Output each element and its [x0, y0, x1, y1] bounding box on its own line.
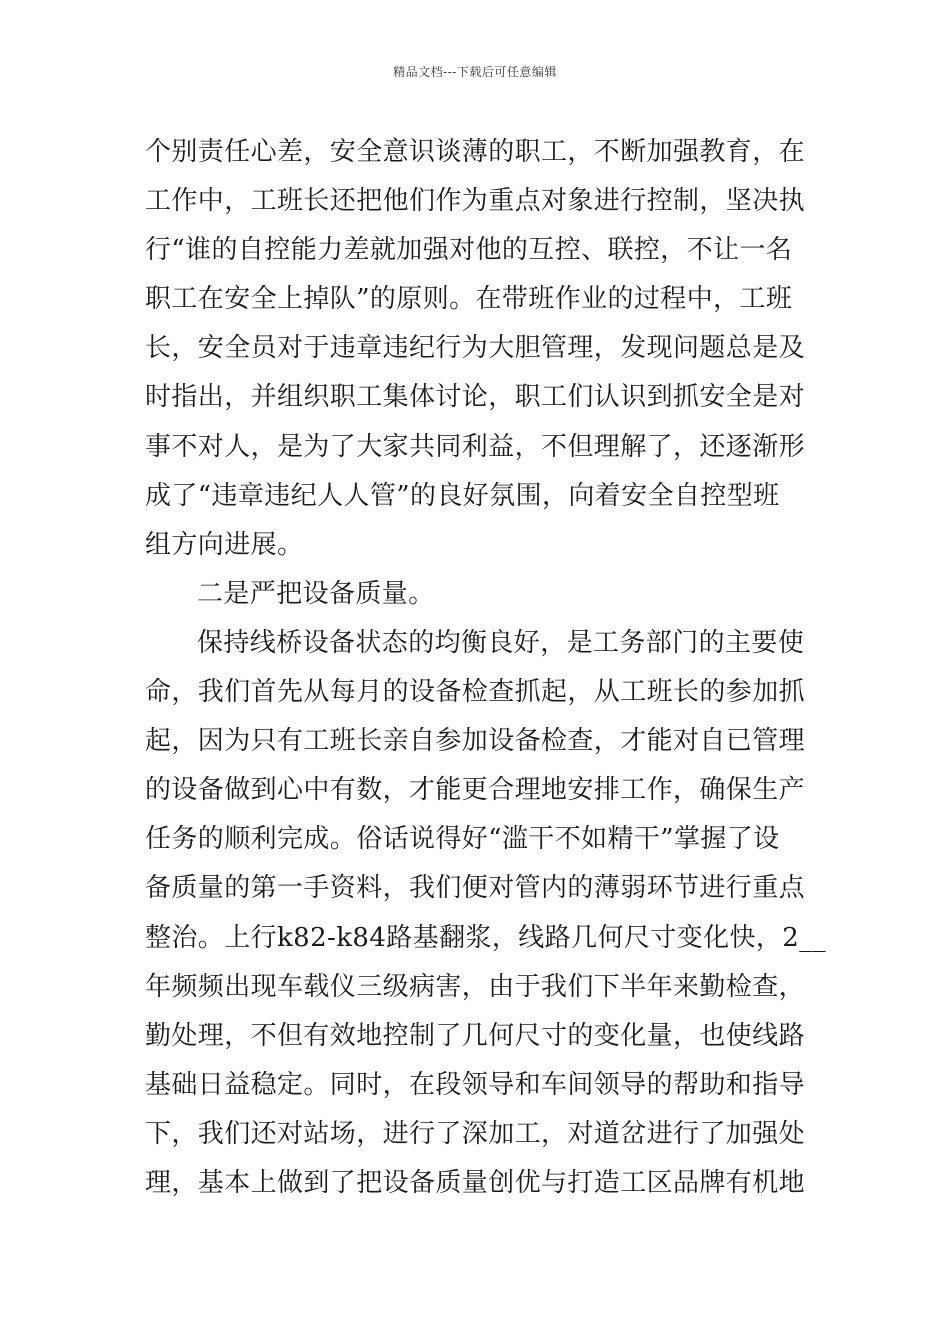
- text-line: 整治。上行k82-k84路基翻浆，线路几何尺寸变化快，2__: [145, 922, 827, 953]
- text-line: 工作中，工班长还把他们作为重点对象进行控制，坚决执: [145, 186, 806, 217]
- text-line: 长，安全员对于违章违纪行为大胆管理，发现问题总是及: [145, 333, 806, 364]
- text-line: 职工在安全上掉队”的原则。在带班作业的过程中，工班: [145, 284, 793, 315]
- text-line: 备质量的第一手资料，我们便对管内的薄弱环节进行重点: [145, 873, 806, 904]
- page-header: 精品文档---下载后可任意编辑: [393, 65, 557, 79]
- text-line: 个别责任心差，安全意识谈薄的职工，不断加强教育，在: [145, 137, 806, 167]
- text-line: 事不对人，是为了大家共同利益，不但理解了，还逐渐形: [145, 431, 806, 462]
- text-line: 成了“违章违纪人人管”的良好氛围，向着安全自控型班: [145, 480, 780, 511]
- text-line: 行“谁的自控能力差就加强对他的互控、联控，不让一名: [145, 235, 793, 266]
- text-line: 任务的顺利完成。俗话说得好“滥干不如精干”掌握了设: [145, 824, 780, 855]
- text-line: 勤处理，不但有效地控制了几何尺寸的变化量，也使线路: [145, 1020, 806, 1051]
- document-body: [145, 128, 827, 1208]
- text-line: 的设备做到心中有数，才能更合理地安排工作，确保生产: [145, 775, 806, 806]
- text-line: 时指出，并组织职工集体讨论，职工们认识到抓安全是对: [145, 382, 806, 413]
- section-heading: 二是严把设备质量。: [197, 578, 435, 609]
- text-line: 年频频出现车载仪三级病害，由于我们下半年来勤检查，: [145, 971, 806, 1002]
- text-line: 下，我们还对站场，进行了深加工，对道岔进行了加强处: [145, 1118, 806, 1149]
- text-line: 命，我们首先从每月的设备检查抓起，从工班长的参加抓: [145, 677, 806, 708]
- text-line: 组方向进展。: [145, 529, 304, 560]
- text-line: 起，因为只有工班长亲自参加设备检查，才能对自已管理: [145, 726, 806, 757]
- paragraph-first-line: 保持线桥设备状态的均衡良好，是工务部门的主要使: [197, 627, 805, 658]
- text-line: 理，基本上做到了把设备质量创优与打造工区品牌有机地: [145, 1167, 806, 1198]
- text-line: 基础日益稳定。同时，在段领导和车间领导的帮助和指导: [145, 1069, 806, 1100]
